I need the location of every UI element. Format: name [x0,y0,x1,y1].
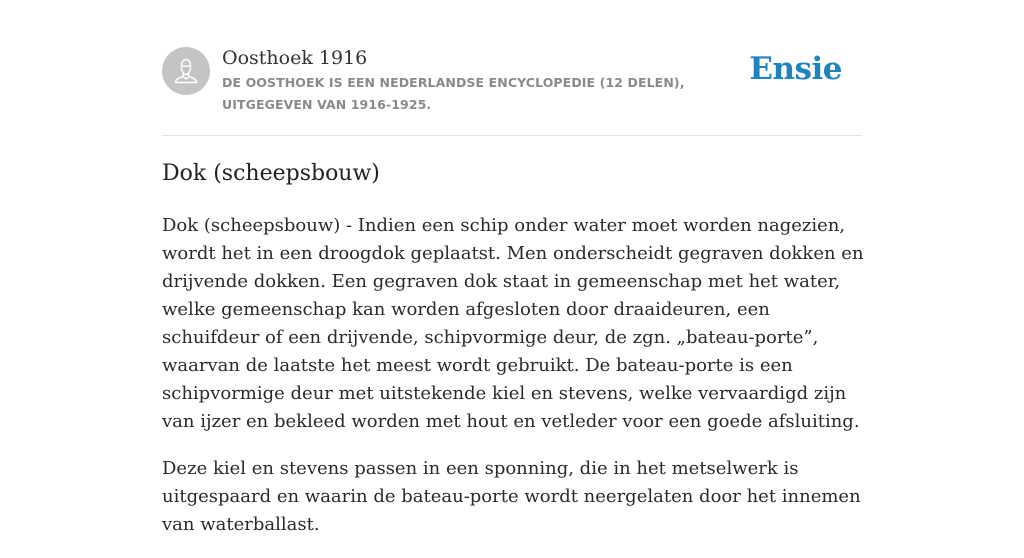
article-paragraph: Deze kiel en stevens passen in een sponning, die in het metselwerk is uitgespaard en waarin de bateau-porte wordt neergelaten door het innemen van waterballast. [162,458,861,535]
avatar[interactable] [162,47,210,95]
source-title[interactable]: Oosthoek 1916 [222,47,368,69]
ensie-logo[interactable]: Ensie [749,51,842,87]
article-title: Dok (scheepsbouw) [162,161,380,186]
article-paragraph: Dok (scheepsbouw) - Indien een schip onder water moet worden nagezien, wordt het in een droogdok geplaatst. Men onderscheidt gegraven dokken en drijvende dokken. Een gegraven dok staat in gemeenschap met het water, welke gemeenschap kan worden afgesloten door draaideuren, een schuifdeur of een drijvende, schipvormige deur, de zgn. „bateau-porte”, waarvan de laatste het meest wordt gebruikt. De bateau-porte is een schipvormige deur met uitstekende kiel en stevens, welke vervaardigd zijn van ijzer en bekleed worden met hout en vetleder voor een goede afsluiting. [162,215,864,432]
source-header [162,46,862,116]
article-body [162,212,872,558]
source-description: DE OOSTHOEK IS EEN NEDERLANDSE ENCYCLOPEDIE (12 DELEN), UITGEGEVEN VAN 1916-1925. [222,75,685,112]
header-divider [162,135,862,136]
user-silhouette-icon [162,47,210,95]
